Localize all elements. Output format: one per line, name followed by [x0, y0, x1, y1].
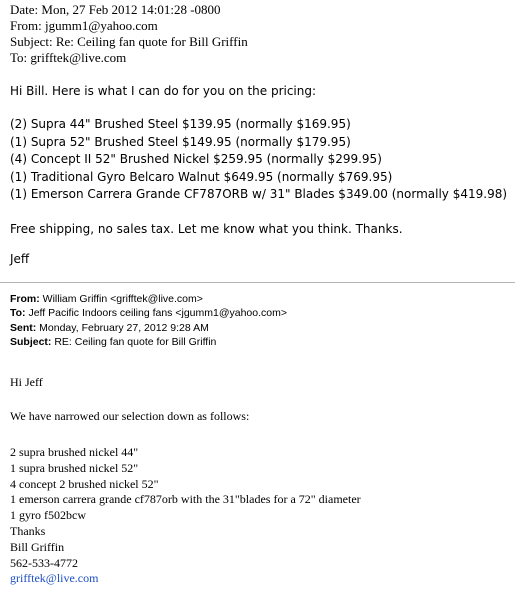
- reply-headers: [10, 2, 248, 66]
- original-from-line: From: William Griffin <grifftek@live.com>: [10, 293, 203, 305]
- price-item: (4) Concept II 52" Brushed Nickel $259.95 (normally $299.95): [10, 152, 382, 166]
- selection-item: 1 gyro f502bcw: [10, 508, 86, 523]
- price-item: (1) Emerson Carrera Grande CF787ORB w/ 31" Blades $349.00 (normally $419.98): [10, 187, 508, 201]
- price-item: (1) Traditional Gyro Belcaro Walnut $649.95 (normally $769.95): [10, 169, 393, 184]
- reply-to-line: To: grifftek@live.com: [10, 50, 127, 65]
- price-item: (1) Supra 52" Brushed Steel $149.95 (normally $179.95): [10, 134, 351, 149]
- selection-item: 2 supra brushed nickel 44": [10, 445, 139, 459]
- selection-item: 1 emerson carrera grande cf787orb with the 31"blades for a 72" diameter: [10, 492, 361, 507]
- reply-body: [10, 82, 508, 268]
- original-closing: Thanks: [10, 523, 46, 538]
- reply-date: Mon, 27 Feb 2012 14:01:28 -0800: [41, 2, 221, 17]
- price-item: (2) Supra 44" Brushed Steel $139.95 (normally $169.95): [10, 117, 351, 131]
- reply-date-line: Date: Mon, 27 Feb 2012 14:01:28 -0800: [10, 2, 221, 17]
- original-headers: [10, 292, 287, 349]
- sender-email-link[interactable]: grifftek@live.com: [10, 571, 99, 586]
- price-list: [10, 116, 508, 204]
- sender-name: Bill Griffin: [10, 539, 65, 554]
- original-to-line: To: Jeff Pacific Indoors ceiling fans <jgumm1@yahoo.com>: [10, 307, 287, 320]
- original-greeting: Hi Jeff: [10, 375, 43, 389]
- reply-footer: Free shipping, no sales tax. Let me know what you think. Thanks.: [10, 221, 403, 236]
- reply-subject: Re: Ceiling fan quote for Bill Griffin: [55, 34, 248, 49]
- quote-divider: [0, 282, 515, 283]
- original-sent-line: Sent: Monday, February 27, 2012 9:28 AM: [10, 321, 209, 334]
- sender-phone: 562-533-4772: [10, 555, 78, 570]
- original-sent: Monday, February 27, 2012 9:28 AM: [39, 321, 209, 334]
- reply-to: grifftek@live.com: [30, 50, 127, 65]
- reply-signature: Jeff: [10, 251, 30, 266]
- selection-item: 1 supra brushed nickel 52": [10, 460, 139, 475]
- reply-from: jgumm1@yahoo.com: [45, 18, 158, 33]
- original-subject: RE: Ceiling fan quote for Bill Griffin: [54, 335, 217, 348]
- original-subject-line: Subject: RE: Ceiling fan quote for Bill Griffin: [10, 335, 217, 348]
- original-to: Jeff Pacific Indoors ceiling fans <jgumm1@yahoo.com>: [28, 307, 287, 320]
- selection-list: [10, 445, 361, 587]
- original-body: [10, 374, 361, 587]
- reply-subject-line: Subject: Re: Ceiling fan quote for Bill Griffin: [10, 34, 248, 49]
- reply-greeting: Hi Bill. Here is what I can do for you on the pricing:: [10, 84, 317, 98]
- original-intro: We have narrowed our selection down as follows:: [10, 409, 250, 423]
- selection-item: 4 concept 2 brushed nickel 52": [10, 476, 159, 491]
- reply-from-line: From: jgumm1@yahoo.com: [10, 18, 158, 33]
- original-from: William Griffin <grifftek@live.com>: [42, 293, 203, 305]
